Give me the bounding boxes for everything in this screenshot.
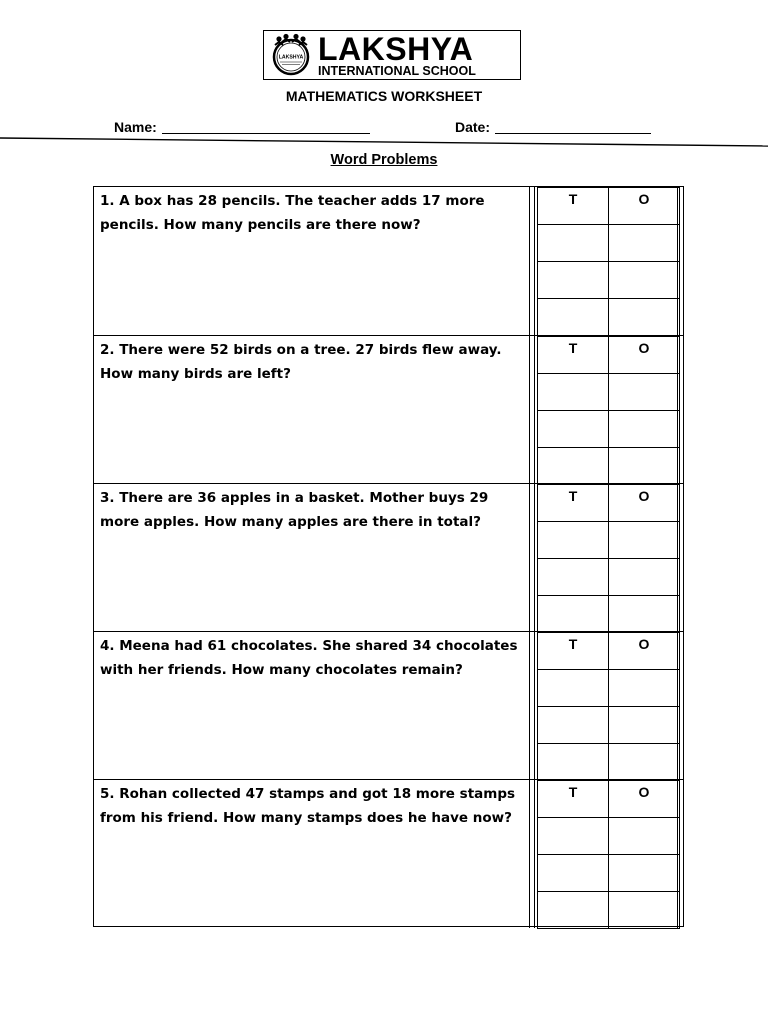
column-label: O bbox=[638, 340, 650, 356]
section-title bbox=[0, 152, 768, 168]
ones-answer-cell[interactable] bbox=[609, 374, 680, 411]
problem-row bbox=[94, 335, 683, 484]
name-field[interactable] bbox=[114, 119, 370, 135]
tens-answer-cell[interactable] bbox=[538, 744, 609, 781]
answer-grid bbox=[537, 187, 680, 336]
tens-answer-cell[interactable] bbox=[538, 670, 609, 707]
name-label: Name: bbox=[114, 119, 157, 135]
problem-text: 3. There are 36 apples in a basket. Mother buys 29 more apples. How many apples are there in total? bbox=[100, 490, 489, 530]
ones-answer-cell[interactable] bbox=[609, 225, 680, 262]
tens-answer-cell[interactable] bbox=[538, 225, 609, 262]
problem-row bbox=[94, 483, 683, 632]
answer-row bbox=[538, 522, 680, 559]
column-divider bbox=[529, 187, 530, 335]
tens-header bbox=[538, 485, 609, 522]
column-label: T bbox=[568, 784, 578, 800]
problem-row bbox=[94, 631, 683, 780]
answer-row bbox=[538, 411, 680, 448]
column-label: T bbox=[568, 636, 578, 652]
answer-row bbox=[538, 818, 680, 855]
column-label: T bbox=[568, 191, 578, 207]
tens-answer-cell[interactable] bbox=[538, 411, 609, 448]
problem-row bbox=[94, 779, 683, 928]
section-title-text: Word Problems bbox=[330, 152, 438, 168]
column-divider bbox=[529, 632, 530, 780]
date-label: Date: bbox=[455, 119, 491, 135]
answer-row bbox=[538, 374, 680, 411]
ones-answer-cell[interactable] bbox=[609, 411, 680, 448]
answer-grid bbox=[537, 780, 680, 929]
ones-answer-cell[interactable] bbox=[609, 596, 680, 633]
answer-row bbox=[538, 225, 680, 262]
answer-row bbox=[538, 262, 680, 299]
tens-answer-cell[interactable] bbox=[538, 522, 609, 559]
answer-header-row bbox=[538, 485, 680, 522]
problem-row bbox=[94, 187, 683, 335]
tens-header bbox=[538, 781, 609, 818]
ones-header bbox=[609, 337, 680, 374]
tens-answer-cell[interactable] bbox=[538, 707, 609, 744]
date-field[interactable] bbox=[455, 119, 651, 135]
ones-answer-cell[interactable] bbox=[609, 670, 680, 707]
column-label: O bbox=[638, 488, 650, 504]
tens-answer-cell[interactable] bbox=[538, 855, 609, 892]
answer-row bbox=[538, 559, 680, 596]
answer-row bbox=[538, 448, 680, 485]
ones-header bbox=[609, 781, 680, 818]
answer-row bbox=[538, 670, 680, 707]
answer-row bbox=[538, 855, 680, 892]
ones-answer-cell[interactable] bbox=[609, 818, 680, 855]
school-emblem-icon bbox=[269, 33, 313, 77]
column-divider bbox=[534, 632, 535, 780]
column-label: T bbox=[568, 340, 578, 356]
column-divider bbox=[534, 187, 535, 335]
column-divider bbox=[529, 780, 530, 928]
school-subtitle: INTERNATIONAL SCHOOL bbox=[318, 64, 476, 78]
column-divider bbox=[534, 484, 535, 632]
tens-header bbox=[538, 633, 609, 670]
ones-answer-cell[interactable] bbox=[609, 559, 680, 596]
emblem-text: LAKSHYA bbox=[278, 54, 304, 61]
column-divider bbox=[529, 484, 530, 632]
tens-answer-cell[interactable] bbox=[538, 892, 609, 929]
tens-header bbox=[538, 188, 609, 225]
name-blank[interactable] bbox=[162, 119, 370, 134]
answer-row bbox=[538, 892, 680, 929]
answer-row bbox=[538, 744, 680, 781]
answer-row bbox=[538, 299, 680, 336]
tens-answer-cell[interactable] bbox=[538, 596, 609, 633]
problem-text: 5. Rohan collected 47 stamps and got 18 more stamps from his friend. How many stamps does he have now? bbox=[100, 786, 516, 826]
date-blank[interactable] bbox=[495, 119, 651, 134]
answer-grid bbox=[537, 484, 680, 633]
column-divider bbox=[534, 336, 535, 484]
ones-header bbox=[609, 633, 680, 670]
column-label: O bbox=[638, 191, 650, 207]
answer-header-row bbox=[538, 633, 680, 670]
problem-text: 4. Meena had 61 chocolates. She shared 34 chocolates with her friends. How many chocolates remain? bbox=[100, 638, 518, 678]
ones-answer-cell[interactable] bbox=[609, 855, 680, 892]
ones-answer-cell[interactable] bbox=[609, 522, 680, 559]
ones-answer-cell[interactable] bbox=[609, 448, 680, 485]
school-logo bbox=[263, 30, 521, 80]
answer-row bbox=[538, 596, 680, 633]
tens-answer-cell[interactable] bbox=[538, 374, 609, 411]
problem-text: 1. A box has 28 pencils. The teacher adds 17 more pencils. How many pencils are there now? bbox=[100, 193, 485, 233]
answer-header-row bbox=[538, 781, 680, 818]
tens-answer-cell[interactable] bbox=[538, 818, 609, 855]
ones-header bbox=[609, 188, 680, 225]
answer-header-row bbox=[538, 188, 680, 225]
answer-row bbox=[538, 707, 680, 744]
school-name: LAKSHYA bbox=[318, 31, 474, 67]
answer-header-row bbox=[538, 337, 680, 374]
tens-answer-cell[interactable] bbox=[538, 299, 609, 336]
tens-answer-cell[interactable] bbox=[538, 448, 609, 485]
column-label: O bbox=[638, 784, 650, 800]
problems-table bbox=[93, 186, 684, 927]
column-label: O bbox=[638, 636, 650, 652]
ones-answer-cell[interactable] bbox=[609, 707, 680, 744]
problem-text: 2. There were 52 birds on a tree. 27 birds flew away. How many birds are left? bbox=[100, 342, 502, 382]
worksheet-title: MATHEMATICS WORKSHEET bbox=[285, 88, 483, 104]
tens-answer-cell[interactable] bbox=[538, 262, 609, 299]
column-label: T bbox=[568, 488, 578, 504]
tens-header bbox=[538, 337, 609, 374]
ones-answer-cell[interactable] bbox=[609, 892, 680, 929]
ones-answer-cell[interactable] bbox=[609, 262, 680, 299]
column-divider bbox=[529, 336, 530, 484]
column-divider bbox=[534, 780, 535, 928]
ones-header bbox=[609, 485, 680, 522]
ones-answer-cell[interactable] bbox=[609, 744, 680, 781]
tens-answer-cell[interactable] bbox=[538, 559, 609, 596]
answer-grid bbox=[537, 632, 680, 781]
ones-answer-cell[interactable] bbox=[609, 299, 680, 336]
header-divider bbox=[0, 136, 768, 148]
answer-grid bbox=[537, 336, 680, 485]
